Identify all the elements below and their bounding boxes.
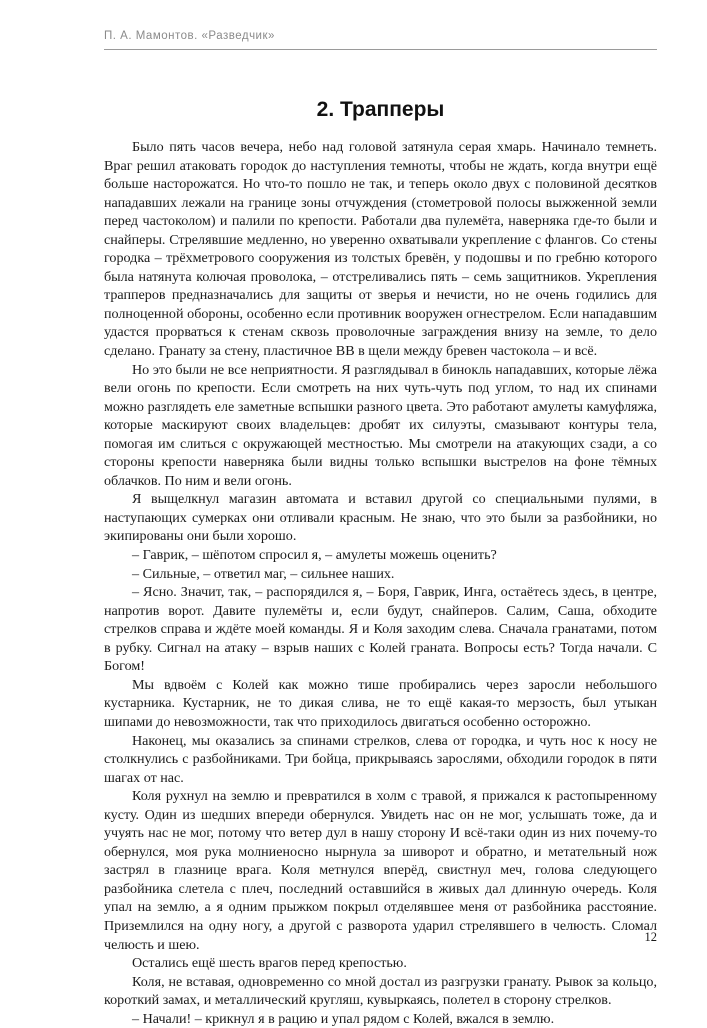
paragraph: Остались ещё шесть врагов перед крепостью.: [132, 955, 407, 972]
paragraph: Но это были не все неприятности. Я разглядывал в бинокль нападавших, которые лёжа вели огонь по крепости. Если смотреть на них чуть-чуть под углом, то над их спинами можно разглядеть еле заметные вспышки разного цвета. Это работают амулеты камуфляжа, которые маскируют своих владельцев: дробят их силуэты, смазывают контуры тела, помогая им слиться с окружающей местностью. Мы смотрели на атакующих сзади, а со стороны крепости наверняка были видны только вспышки выстрелов на фоне тёмных облачков. По ним и вели огонь.: [104, 361, 657, 489]
dialogue-line: – Начали! – крикнул я в рацию и упал рядом с Колей, вжался в землю.: [132, 1010, 555, 1027]
paragraph: Я выщелкнул магазин автомата и вставил другой со специальными пулями, в наступающих сумерках они отливали красным. Не знаю, что это были за разбойники, но экипированы они были хорошо.: [104, 491, 657, 545]
page-number: 12: [644, 930, 657, 944]
chapter-body: [104, 138, 657, 1028]
paragraph: Было пять часов вечера, небо над головой затянула серая хмарь. Начинало темнеть. Враг решил атаковать городок до наступления темноты, чтобы не ждать, когда внутри ещё больше насторожатся. Но что-то пошло не так, и теперь около двух с половиной десятков нападавших лежали на границе зоны отчуждения (стометровой полосы выжженной земли перед частоколом) и палили по крепости. Работали два пулемёта, наверняка где-то были и снайперы. Стрелявшие медленно, но уверенно охватывали укрепление с флангов. Со стены городка – трёхметрового сооружения из толстых бревён, у подошвы и по гребню которого была натянута колючая проволока, – отстреливались пять – семь защитников. Укрепления трапперов предназначались для защиты от зверья и нечисти, но не очень годились для полноценной обороны, особенно если противник вооружен огнестрелом. Если нападавшим удастся прорваться к стенам сквозь проволочные заграждения внизу на земле, то дело сделано. Гранату за стену, пластичное ВВ в щели между бревен частокола – и всё.: [104, 139, 657, 360]
paragraph: Наконец, мы оказались за спинами стрелков, слева от городка, и чуть нос к носу не столкнулись с разбойниками. Три бойца, прикрываясь зарослями, обходили городок в пяти шагах от нас.: [104, 732, 657, 786]
paragraph: Коля рухнул на землю и превратился в холм с травой, я прижался к растопыренному кусту. Один из шедших впереди обернулся. Увидеть нас он не мог, услышать тоже, да и учуять нас не мог, потому что ветер дул в нашу сторону И всё-таки один из них почему-то обернулся, моя рука молниеносно нырнула за шиворот и обратно, и метательный нож застрял в глазнице врага. Коля метнулся вперёд, свистнул меч, голова следующего разбойника слетела с плеч, последний оставшийся в живых дал длинную очередь. Коля упал на землю, а я одним прыжком покрыл отделявшее меня от разбойника расстояние. Приземлился на одну ногу, а другой с разворота ударил стрелявшего в челюсть. Сломал челюсть и шею.: [104, 788, 657, 953]
running-head: П. А. Мамонтов. «Разведчик»: [104, 30, 275, 42]
dialogue-line: – Ясно. Значит, так, – распорядился я, – Боря, Гаврик, Инга, остаётесь здесь, в центре, напротив ворот. Давите пулемёты и, если будут, снайперов. Салим, Саша, обходите стрелков справа и ждёте моей команды. Я и Коля заходим слева. Сначала гранатами, потом в рубку. Сигнал на атаку – взрыв наших с Колей граната. Вопросы есть? Тогда начали. С Богом!: [104, 584, 657, 675]
paragraph: Коля, не вставая, одновременно со мной достал из разгрузки гранату. Рывок за кольцо, короткий замах, и металлический кругляш, кувыркаясь, полетел в сторону стрелков.: [104, 973, 657, 1009]
dialogue-line: – Гаврик, – шёпотом спросил я, – амулеты можешь оценить?: [132, 547, 497, 564]
chapter-title: 2. Трапперы: [316, 98, 445, 121]
header-rule: [104, 49, 657, 50]
dialogue-line: – Сильные, – ответил маг, – сильнее наших.: [132, 565, 395, 582]
paragraph: Мы вдвоём с Колей как можно тише пробирались через заросли небольшого кустарника. Кустарник, не то дикая слива, не то ещё какая-то мерзость, был утыкан шипами до невозможности, так что приходилось двигаться особенно осторожно.: [104, 676, 657, 730]
